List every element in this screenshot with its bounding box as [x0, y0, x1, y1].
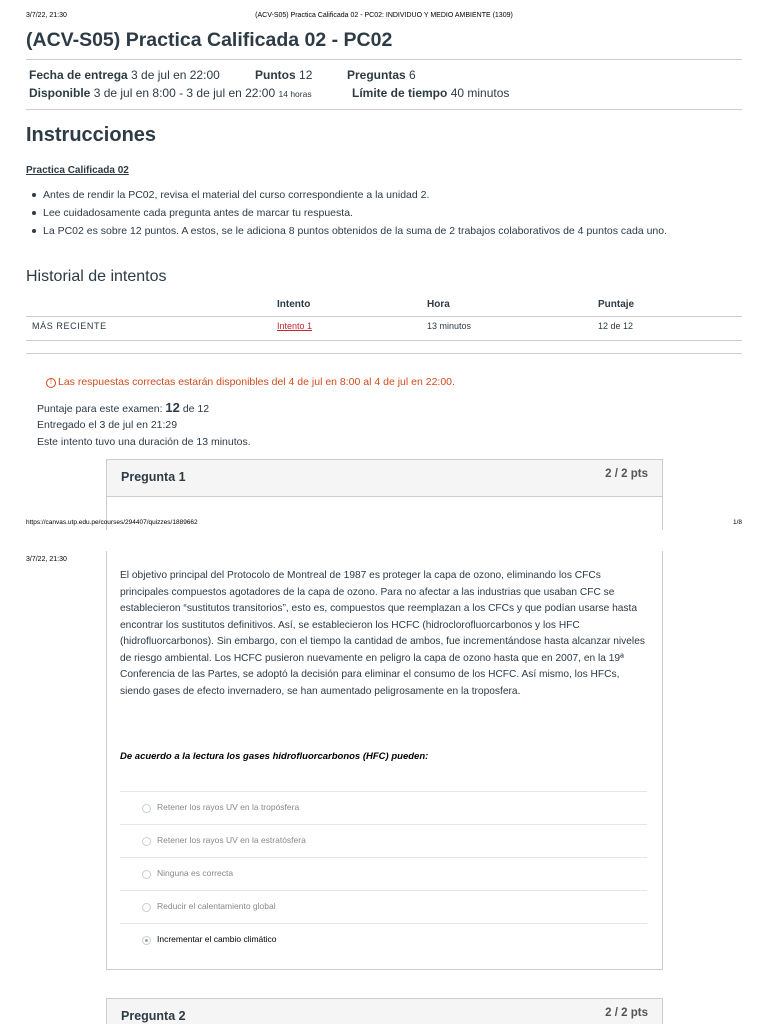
radio-button[interactable] — [142, 837, 151, 846]
answer-text: Retener los rayos UV en la estratósfera — [157, 835, 306, 845]
preguntas-value: 6 — [409, 68, 416, 82]
answer-option-selected[interactable] — [120, 923, 647, 956]
fecha-entrega-value: 3 de jul en 22:00 — [131, 68, 220, 82]
radio-button[interactable] — [142, 804, 151, 813]
divider — [26, 59, 742, 60]
quiz-meta-row-1 — [29, 68, 220, 82]
question-prompt: De acuerdo a la lectura los gases hidrofluorcarbonos (HFC) pueden: — [120, 751, 429, 762]
quiz-meta-puntos — [255, 68, 312, 82]
print-date: 3/7/22, 21:30 — [26, 556, 67, 563]
attempt-score: 12 de 12 — [598, 321, 634, 331]
print-page-number: 1/8 — [732, 519, 742, 526]
submitted-text: Entregado el 3 de jul en 21:29 — [37, 419, 178, 431]
question-header — [107, 999, 662, 1024]
question-points: 2 / 2 pts — [605, 468, 648, 480]
score-total: de 12 — [182, 403, 210, 415]
answers-availability-notice — [46, 376, 455, 388]
table-divider — [26, 316, 742, 317]
history-heading: Historial de intentos — [26, 268, 167, 285]
alert-icon: ! — [46, 378, 56, 388]
page-title: (ACV-S05) Practica Calificada 02 - PC02 — [26, 29, 393, 51]
list-item: Lee cuidadosamente cada pregunta antes de marcar tu respuesta. — [32, 205, 667, 223]
row-label-recent: MÁS RECIENTE — [32, 321, 107, 331]
disponible-duration: 14 horas — [278, 89, 312, 99]
question-card — [106, 998, 663, 1024]
column-header-hora: Hora — [427, 299, 450, 310]
answer-list — [120, 791, 647, 956]
question-points: 2 / 2 pts — [605, 1007, 648, 1019]
score-label: Puntaje para este examen: — [37, 403, 163, 415]
duration-text: Este intento tuvo una duración de 13 minutos. — [37, 436, 251, 448]
quiz-meta-limite — [352, 86, 509, 100]
limite-label: Límite de tiempo — [352, 86, 448, 100]
answer-option[interactable] — [120, 791, 647, 824]
puntos-value: 12 — [299, 68, 313, 82]
answer-option[interactable] — [120, 890, 647, 923]
quiz-meta-preguntas — [347, 68, 416, 82]
question-passage: El objetivo principal del Protocolo de Montreal de 1987 es proteger la capa de ozono, eliminando los CFCs principales compuestos agotadores de la capa de ozono. Para no afectar a las industrias que usaban CFC se establecieron “sustitutos transitorios”, esto es, compuestos que reemplazan a los CFCs y que podían usarse hasta encontrar los sustitutos definitivos. Así, se establecieron los HCFC (hidroclorofluorcarbonos y los HFC (hidrofluorcarbonos). Sin embargo, con el tiempo la cantidad de ambos, fue incrementándose hasta alcanzar niveles de riesgo ambiental. Los HCFC pusieron nuevamente en peligro la capa de ozono hasta que en 2007, en la 19ª Conferencia de las Partes, se adoptó la decisión para eliminar el consumo de los HCFC. Así mismo, los HFCs, siendo gases de efecto invernadero, se han aumentado peligrosamente en la troposfera. — [120, 570, 645, 697]
radio-button[interactable] — [142, 903, 151, 912]
page-break — [0, 530, 768, 551]
divider — [26, 109, 742, 110]
print-header — [0, 12, 768, 24]
notice-text: Las respuestas correctas estarán disponibles del 4 de jul en 8:00 al 4 de jul en 22:00. — [58, 376, 455, 388]
question-header — [107, 460, 662, 497]
print-doc-title: (ACV-S05) Practica Calificada 02 - PC02: INDIVIDUO Y MEDIO AMBIENTE (1309) — [255, 12, 513, 19]
table-divider — [26, 340, 742, 341]
radio-button-selected[interactable] — [142, 936, 151, 945]
quiz-meta-row-2 — [29, 86, 312, 100]
column-header-intento: Intento — [277, 299, 311, 310]
column-header-puntaje: Puntaje — [598, 299, 635, 310]
answer-text: Reducir el calentamiento global — [157, 901, 276, 911]
answer-option[interactable] — [120, 824, 647, 857]
list-item: La PC02 es sobre 12 puntos. A estos, se le adiciona 8 puntos obtenidos de la suma de 2 trabajos colaborativos de 4 puntos cada uno. — [32, 223, 667, 241]
limite-value: 40 minutos — [450, 86, 510, 100]
answer-text: Ninguna es correcta — [157, 868, 234, 878]
attempt-time: 13 minutos — [427, 321, 472, 331]
answer-text: Retener los rayos UV en la tropósfera — [157, 802, 300, 812]
answer-text: Incrementar el cambio climático — [157, 934, 277, 944]
print-page-2 — [0, 551, 768, 1024]
radio-button[interactable] — [142, 870, 151, 879]
question-title: Pregunta 1 — [121, 470, 186, 484]
puntos-label: Puntos — [255, 68, 296, 82]
print-date: 3/7/22, 21:30 — [26, 12, 67, 19]
preguntas-label: Preguntas — [347, 68, 406, 82]
instructions-link[interactable]: Practica Calificada 02 — [26, 165, 129, 176]
attempt-link[interactable]: Intento 1 — [277, 321, 313, 331]
print-url: https://canvas.utp.edu.pe/courses/294407/quizzes/1889662 — [26, 519, 198, 526]
instructions-heading: Instrucciones — [26, 124, 157, 146]
disponible-label: Disponible — [29, 86, 91, 100]
score-line — [37, 400, 209, 415]
disponible-value: 3 de jul en 8:00 - 3 de jul en 22:00 — [93, 86, 276, 100]
fecha-entrega-label: Fecha de entrega — [29, 68, 128, 82]
instructions-list — [32, 187, 667, 241]
list-item: Antes de rendir la PC02, revisa el material del curso correspondiente a la unidad 2. — [32, 187, 667, 205]
answer-option[interactable] — [120, 857, 647, 890]
question-title: Pregunta 2 — [121, 1009, 186, 1023]
score-value: 12 — [165, 400, 180, 415]
divider — [26, 353, 742, 354]
